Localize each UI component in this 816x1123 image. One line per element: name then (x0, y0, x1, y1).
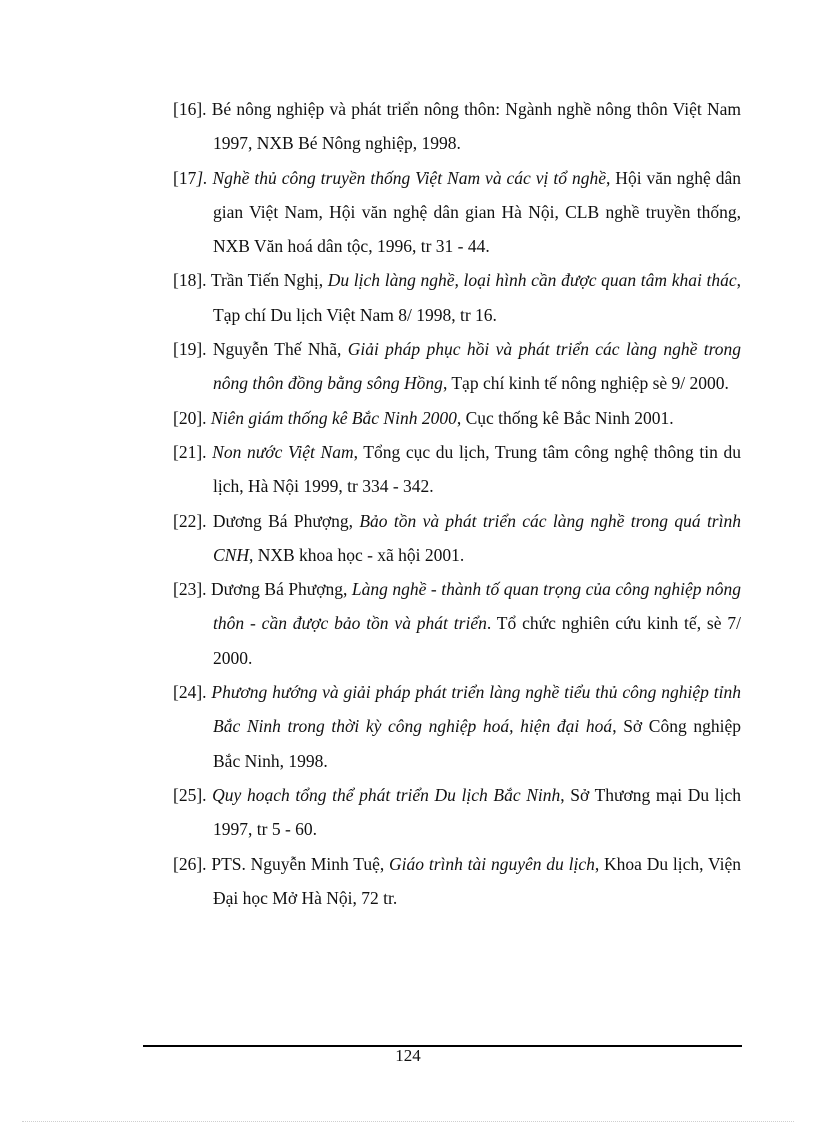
reference-item (173, 847, 741, 916)
reference-text: , NXB khoa học - xã hội 2001. (248, 544, 465, 565)
reference-item (173, 572, 741, 675)
reference-label: [20]. (173, 407, 207, 428)
reference-text: , Tạp chí Du lịch Việt Nam 8/ 1998, tr 16. (213, 270, 741, 325)
reference-title: Phương hướng và giải pháp phát triển làng nghề tiểu thủ công nghiệp tỉnh Bắc Ninh trong thời kỳ công nghiệp hoá, hiện đại hoá (211, 682, 742, 737)
reference-item (173, 504, 741, 573)
reference-title: Du lịch làng nghề, loại hình cần được quan tâm khai thác (327, 270, 737, 291)
reference-text: , Sở Thương mại Du lịch 1997, tr 5 - 60. (213, 784, 741, 840)
reference-item (173, 92, 741, 161)
reference-item (173, 332, 741, 401)
reference-label: [24]. (173, 682, 207, 703)
reference-label: [22]. (173, 510, 207, 531)
reference-text: , Hội văn nghệ dân gian Việt Nam, Hội văn nghệ dân gian Hà Nội, CLB nghề truyền thống, NXB Văn hoá dân tộc, 1996, tr 31 - 44. (213, 167, 741, 257)
reference-text: , Tạp chí kinh tế nông nghiệp sè 9/ 2000. (442, 373, 729, 394)
reference-title: Quy hoạch tổng thể phát triển Du lịch Bắc Ninh (212, 784, 561, 805)
reference-text: Dương Bá Phượng, (206, 510, 360, 531)
reference-text: Nguyễn Thế Nhã, (206, 339, 348, 360)
reference-item (173, 435, 741, 504)
reference-text: , Sở Công nghiệp Bắc Ninh, 1998. (213, 716, 741, 771)
reference-text: Trần Tiến Nghị, (206, 270, 328, 291)
reference-text: , Khoa Du lịch, Viện Đại học Mở Hà Nội, 72 tr. (213, 853, 741, 908)
reference-text: . Tổ chức nghiên cứu kinh tế, sè 7/ 2000. (213, 613, 741, 668)
reference-label: [16]. (173, 99, 207, 119)
reference-item (173, 401, 741, 435)
reference-item (173, 263, 741, 332)
reference-item (173, 675, 741, 778)
reference-text: Dương Bá Phượng, (206, 579, 352, 600)
reference-title: Bảo tồn và phát triển các làng nghề trong quá trình CNH (213, 510, 741, 565)
reference-text: , Cục thống kê Bắc Ninh 2001. (456, 407, 674, 428)
reference-text: Bé nông nghiệp và phát triển nông thôn: Ngành nghề nông thôn Việt Nam 1997, NXB Bé Nông nghiệp, 1998. (206, 99, 741, 154)
reference-title: Giải pháp phục hồi và phát triển các làng nghề trong nông thôn đồng bằng sông Hồng (213, 339, 741, 394)
reference-label: [26]. (173, 853, 207, 874)
reference-text: PTS. Nguyễn Minh Tuệ, (206, 853, 390, 874)
page-number: 124 (395, 1046, 421, 1065)
page-bottom-edge (22, 1121, 794, 1122)
reference-text: , Tổng cục du lịch, Trung tâm công nghệ thông tin du lịch, Hà Nội 1999, tr 334 - 342. (213, 441, 741, 497)
reference-title: Non nước Việt Nam (212, 441, 354, 462)
reference-label: [21]. (173, 441, 207, 462)
reference-label: [19]. (173, 339, 207, 360)
reference-title: ]. Nghề thủ công truyền thống Việt Nam và các vị tổ nghề (196, 167, 606, 188)
reference-label: [18]. (173, 270, 207, 291)
reference-title: Làng nghề - thành tố quan trọng của công nghiệp nông thôn - cần được bảo tồn và phát triển (213, 579, 741, 634)
reference-title: Giáo trình tài nguyên du lịch (389, 853, 595, 874)
reference-item (173, 778, 741, 847)
reference-title: Niên giám thống kê Bắc Ninh 2000 (210, 407, 457, 428)
reference-label: [25]. (173, 784, 207, 805)
reference-label: [17 (173, 167, 197, 188)
reference-label: [23]. (173, 579, 207, 600)
reference-item (173, 161, 741, 264)
reference-list (173, 92, 741, 915)
